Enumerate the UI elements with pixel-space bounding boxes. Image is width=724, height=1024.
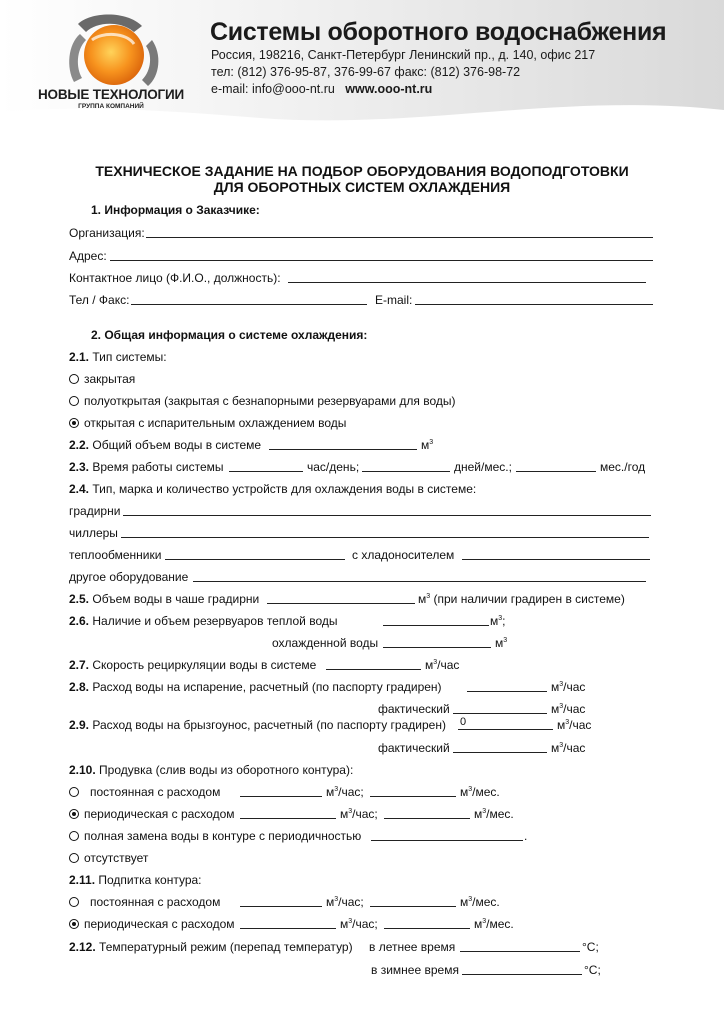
company-contacts: [211, 82, 432, 96]
blowdown-full-field[interactable]: [371, 828, 523, 841]
makeup-constant-radio[interactable]: [69, 897, 79, 907]
days-per-month-field[interactable]: [362, 459, 450, 472]
winter-temp-field[interactable]: [462, 962, 582, 975]
drift-actual-field[interactable]: [453, 740, 547, 753]
other-equipment-field[interactable]: [193, 569, 646, 582]
q2-7: 2.7. Скорость рециркуляции воды в системе: [69, 658, 317, 672]
company-phones: тел: (812) 376-95-87, 376-99-67 факс: (812) 376-98-72: [211, 65, 521, 79]
cooling-towers-label: градирни: [69, 504, 121, 518]
cold-tank-field[interactable]: [383, 635, 491, 648]
q2-3: 2.3. Время работы системы: [69, 460, 224, 474]
chillers-field[interactable]: [121, 525, 649, 538]
hours-per-day-unit: час/день;: [307, 460, 360, 474]
email-field[interactable]: [415, 292, 653, 305]
company-title: Системы оборотного водоснабжения: [210, 18, 667, 46]
total-volume-field[interactable]: [269, 437, 417, 450]
address-field[interactable]: [110, 248, 653, 261]
heat-exchangers-field[interactable]: [165, 547, 345, 560]
blowdown-periodic-month-unit: $м^3$/мес.: [474, 807, 514, 821]
recirculation-field[interactable]: [326, 657, 421, 670]
coolant-label: с хладоносителем: [352, 548, 455, 562]
q2-2: 2.2. Общий объем воды в системе: [69, 438, 262, 452]
evaporation-actual-field[interactable]: [453, 701, 547, 714]
days-per-month-unit: дней/мес.;: [454, 460, 512, 474]
makeup-constant-month-field[interactable]: [370, 894, 456, 907]
q2-10: 2.10. Продувка (слив воды из оборотного контура):: [69, 763, 354, 777]
email-label: E-mail:: [375, 293, 413, 307]
blowdown-full-end: .: [524, 829, 528, 843]
radio-closed[interactable]: [69, 374, 79, 384]
blowdown-periodic-hour-field[interactable]: [240, 806, 336, 819]
document-title-line2: ДЛЯ ОБОРОТНЫХ СИСТЕМ ОХЛАЖДЕНИЯ: [213, 179, 511, 195]
heat-exchangers-label: теплообменники: [69, 548, 162, 562]
winter-temp-unit: °С;: [584, 963, 601, 977]
warm-tank-field[interactable]: [383, 613, 489, 626]
cooling-towers-field[interactable]: [123, 503, 651, 516]
blowdown-constant-month-field[interactable]: [370, 784, 456, 797]
q2-4: 2.4. Тип, марка и количество устройств для охлаждения воды в системе:: [69, 482, 477, 496]
blowdown-constant-month-unit: $м^3$/мес.: [460, 785, 500, 799]
blowdown-constant-hour-field[interactable]: [240, 784, 322, 797]
winter-label: в зимнее время: [371, 963, 459, 977]
q2-9: 2.9. Расход воды на брызгоунос, расчетный (по паспорту градирен): [69, 718, 446, 732]
logo-name: НОВЫЕ ТЕХНОЛОГИИ: [38, 87, 184, 102]
contact-label: Контактное лицо (Ф.И.О., должность):: [69, 271, 281, 285]
radio-open[interactable]: [69, 418, 79, 428]
makeup-periodic-hour-field[interactable]: [240, 916, 336, 929]
radio-closed-label: закрытая: [84, 372, 136, 386]
q2-8: 2.8. Расход воды на испарение, расчетный (по паспорту градирен): [69, 680, 442, 694]
makeup-periodic-label: периодическая с расходом: [84, 917, 235, 931]
q2-5: 2.5. Объем воды в чаше градирни: [69, 592, 260, 606]
phone-label: Тел / Факс:: [69, 293, 130, 307]
makeup-periodic-radio[interactable]: [69, 919, 79, 929]
makeup-periodic-hour-unit: $м^3$/час;: [340, 917, 378, 931]
blowdown-full-radio[interactable]: [69, 831, 79, 841]
company-email[interactable]: e-mail: info@ooo-nt.ru: [211, 82, 335, 96]
recirculation-unit: $м^3$/час: [425, 658, 460, 672]
blowdown-constant-hour-unit: $м^3$/час;: [326, 785, 364, 799]
evaporation-calc-unit: $м^3$/час: [551, 680, 586, 694]
makeup-periodic-month-field[interactable]: [384, 916, 470, 929]
section1-heading: 1. Информация о Заказчике:: [91, 203, 260, 217]
blowdown-periodic-month-field[interactable]: [384, 806, 470, 819]
coolant-field[interactable]: [462, 547, 650, 560]
blowdown-periodic-hour-unit: $м^3$/час;: [340, 807, 378, 821]
section2-heading: 2. Общая информация о системе охлаждения:: [91, 328, 368, 342]
contact-field[interactable]: [288, 270, 646, 283]
makeup-constant-hour-field[interactable]: [240, 894, 322, 907]
makeup-constant-hour-unit: $м^3$/час;: [326, 895, 364, 909]
drift-calc-value: 0: [460, 716, 467, 728]
document-title-line1: ТЕХНИЧЕСКОЕ ЗАДАНИЕ НА ПОДБОР ОБОРУДОВАНИЯ ВОДОПОДГОТОВКИ: [95, 163, 629, 179]
blowdown-constant-label: постоянная с расходом: [90, 785, 221, 799]
chillers-label: чиллеры: [69, 526, 118, 540]
total-volume-unit: $м^3$: [421, 438, 434, 452]
radio-open-label: открытая с испарительным охлаждением воды: [84, 416, 347, 430]
blowdown-periodic-label: периодическая с расходом: [84, 807, 235, 821]
drift-calc-unit: $м^3$/час: [557, 718, 592, 732]
logo-subtitle: ГРУППА КОМПАНИЙ: [78, 103, 144, 110]
blowdown-periodic-radio[interactable]: [69, 809, 79, 819]
evaporation-actual-unit: $м^3$/час: [551, 702, 586, 716]
radio-semi-open-label: полуоткрытая (закрытая с безнапорными резервуарами для воды): [84, 394, 456, 408]
drift-actual-unit: $м^3$/час: [551, 741, 586, 755]
company-address: Россия, 198216, Санкт-Петербург Ленинский пр., д. 140, офис 217: [211, 48, 596, 62]
months-per-year-unit: мес./год: [600, 460, 646, 474]
blowdown-constant-radio[interactable]: [69, 787, 79, 797]
q2-11: 2.11. Подпитка контура:: [69, 873, 202, 887]
summer-label: в летнее время: [369, 940, 456, 954]
evaporation-calc-field[interactable]: [467, 679, 547, 692]
phone-field[interactable]: [131, 292, 367, 305]
summer-temp-field[interactable]: [460, 939, 580, 952]
cold-tank-unit: $м^3$: [495, 636, 508, 650]
basin-volume-note: $м^3$ (при наличии градирен в системе): [418, 592, 625, 606]
blowdown-absent-label: отсутствует: [84, 851, 149, 865]
months-per-year-field[interactable]: [516, 459, 596, 472]
radio-semi-open[interactable]: [69, 396, 79, 406]
q2-12: 2.12. Температурный режим (перепад температур): [69, 940, 353, 954]
makeup-periodic-month-unit: $м^3$/мес.: [474, 917, 514, 931]
blowdown-absent-radio[interactable]: [69, 853, 79, 863]
q2-6: 2.6. Наличие и объем резервуаров теплой воды: [69, 614, 338, 628]
blowdown-full-label: полная замена воды в контуре с периодичностью: [84, 829, 362, 843]
other-equipment-label: другое оборудование: [69, 570, 189, 584]
q2-1: 2.1. Тип системы:: [69, 350, 167, 364]
hours-per-day-field[interactable]: [229, 459, 303, 472]
cold-tank-label: охлажденной воды: [272, 636, 379, 650]
warm-tank-unit: $м^3$;: [490, 614, 506, 628]
makeup-constant-label: постоянная с расходом: [90, 895, 221, 909]
basin-volume-field[interactable]: [267, 591, 415, 604]
address-label: Адрес:: [69, 249, 107, 263]
company-website[interactable]: www.ooo-nt.ru: [345, 82, 433, 96]
makeup-constant-month-unit: $м^3$/мес.: [460, 895, 500, 909]
drift-calc-field[interactable]: [458, 717, 553, 730]
summer-temp-unit: °С;: [582, 940, 599, 954]
organization-field[interactable]: [146, 225, 653, 238]
organization-label: Организация:: [69, 226, 145, 240]
evaporation-actual-label: фактический: [378, 702, 450, 716]
drift-actual-label: фактический: [378, 741, 450, 755]
